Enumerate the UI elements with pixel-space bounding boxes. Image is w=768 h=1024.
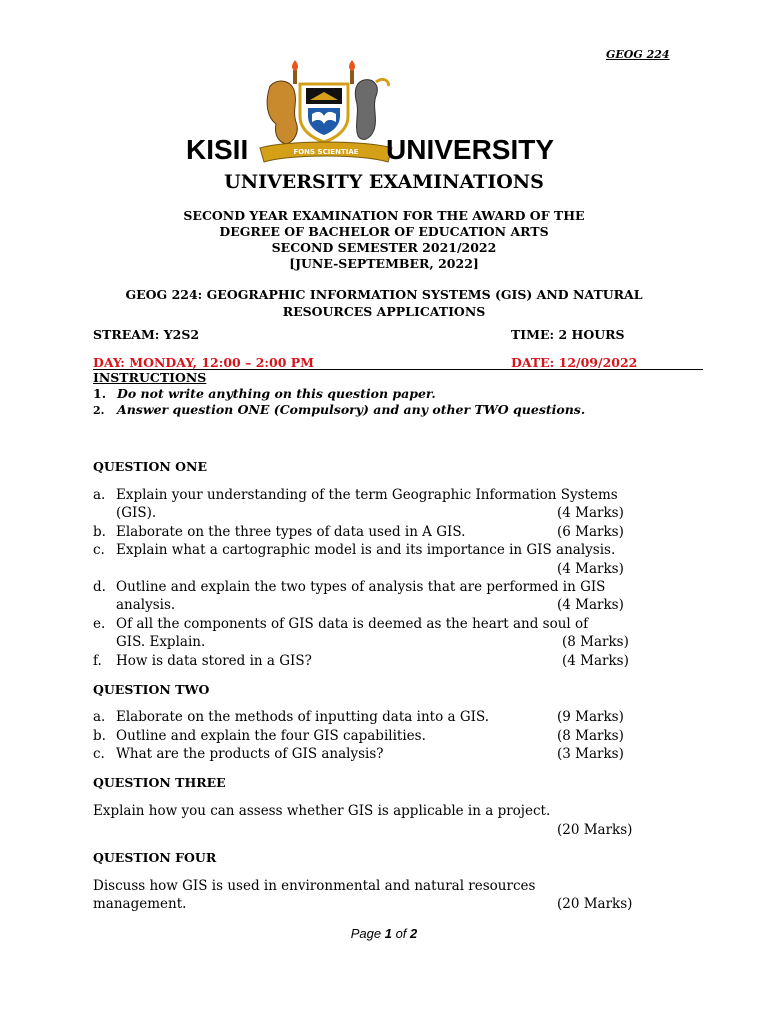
subtitle-line-1: SECOND YEAR EXAMINATION FOR THE AWARD OF THE (183, 208, 585, 223)
date-label: DATE: 12/09/2022 (511, 355, 638, 370)
marks-label: (4 Marks) (557, 505, 624, 521)
university-name-right: UNIVERSITY (386, 134, 555, 165)
item-text: Elaborate on the three types of data used in A GIS. (116, 524, 466, 540)
item-text: Outline and explain the two types of analysis that are performed in GIS (116, 579, 606, 595)
marks-label: (20 Marks) (557, 822, 633, 838)
marks-label: (9 Marks) (557, 709, 624, 725)
item-label: e. (93, 616, 106, 632)
page-word: Page (350, 926, 382, 941)
page-number: 1 (384, 926, 392, 941)
time-label: TIME: 2 HOURS (511, 327, 625, 342)
question-one-heading: QUESTION ONE (93, 459, 208, 474)
course-title-line-2: RESOURCES APPLICATIONS (282, 303, 486, 319)
marks-label: (6 Marks) (557, 524, 624, 540)
subtitle-line-2: DEGREE OF BACHELOR OF EDUCATION ARTS (219, 224, 549, 239)
exams-title: UNIVERSITY EXAMINATIONS (224, 171, 544, 193)
stream-label: STREAM: Y2S2 (93, 327, 200, 342)
marks-label: (3 Marks) (557, 746, 624, 762)
marks-label: (8 Marks) (562, 634, 629, 650)
instruction-text: Do not write anything on this question paper. (117, 386, 436, 401)
instruction-item (93, 386, 436, 401)
marks-label: (4 Marks) (557, 597, 624, 613)
university-coat-of-arms (256, 58, 396, 166)
marks-label: (8 Marks) (557, 728, 624, 744)
motto-text: FONS SCIENTIAE (293, 148, 359, 156)
item-label: b. (93, 524, 106, 540)
subtitle-line-4: [JUNE-SEPTEMBER, 2022] (289, 256, 479, 271)
item-text: Of all the components of GIS data is deemed as the heart and soul of (116, 616, 589, 632)
question-four-text-cont: management. (93, 896, 187, 912)
marks-label: (20 Marks) (557, 896, 633, 912)
course-title-line-1: GEOG 224: GEOGRAPHIC INFORMATION SYSTEMS (GIS) AND NATURAL (125, 287, 643, 302)
item-text: Elaborate on the methods of inputting data into a GIS. (116, 709, 489, 725)
question-four-text: Discuss how GIS is used in environmental and natural resources (93, 878, 536, 894)
item-text: analysis. (116, 597, 176, 613)
university-name-left: KISII (186, 134, 249, 165)
instruction-item (93, 402, 585, 417)
instruction-number: 2. (93, 404, 105, 417)
item-text: Explain your understanding of the term Geographic Information Systems (116, 487, 618, 503)
lion-icon (267, 81, 297, 144)
question-four-heading: QUESTION FOUR (93, 850, 217, 865)
item-text: (GIS). (116, 505, 157, 521)
item-text: GIS. Explain. (116, 634, 206, 650)
item-text: Outline and explain the four GIS capabilities. (116, 728, 426, 744)
item-text: Explain what a cartographic model is and its importance in GIS analysis. (116, 542, 616, 558)
marks-label: (4 Marks) (557, 561, 624, 577)
item-label: b. (93, 728, 106, 744)
item-label: a. (93, 709, 106, 725)
instructions-heading: INSTRUCTIONS (93, 370, 207, 385)
item-label: c. (93, 746, 105, 762)
torch-left-icon (292, 60, 298, 84)
question-three-text: Explain how you can assess whether GIS is applicable in a project. (93, 803, 551, 819)
marks-label: (4 Marks) (562, 653, 629, 669)
day-label: DAY: MONDAY, 12:00 – 2:00 PM (93, 355, 314, 370)
subtitle-line-3: SECOND SEMESTER 2021/2022 (271, 240, 497, 255)
question-three-heading: QUESTION THREE (93, 775, 226, 790)
item-label: d. (93, 579, 106, 595)
course-title (80, 287, 688, 320)
instruction-number: 1. (93, 386, 107, 401)
torch-right-icon (349, 60, 355, 84)
item-label: f. (93, 653, 102, 669)
instruction-text: Answer question ONE (Compulsory) and any other TWO questions. (117, 402, 586, 417)
page-total: 2 (410, 926, 418, 941)
course-code-header: GEOG 224 (606, 48, 670, 61)
question-two-heading: QUESTION TWO (93, 682, 210, 697)
of-word: of (395, 926, 407, 941)
crane-bird-icon (355, 80, 377, 140)
item-text: What are the products of GIS analysis? (116, 746, 384, 762)
item-label: a. (93, 487, 106, 503)
page-footer (0, 926, 768, 941)
item-text: How is data stored in a GIS? (116, 653, 312, 669)
item-label: c. (93, 542, 105, 558)
